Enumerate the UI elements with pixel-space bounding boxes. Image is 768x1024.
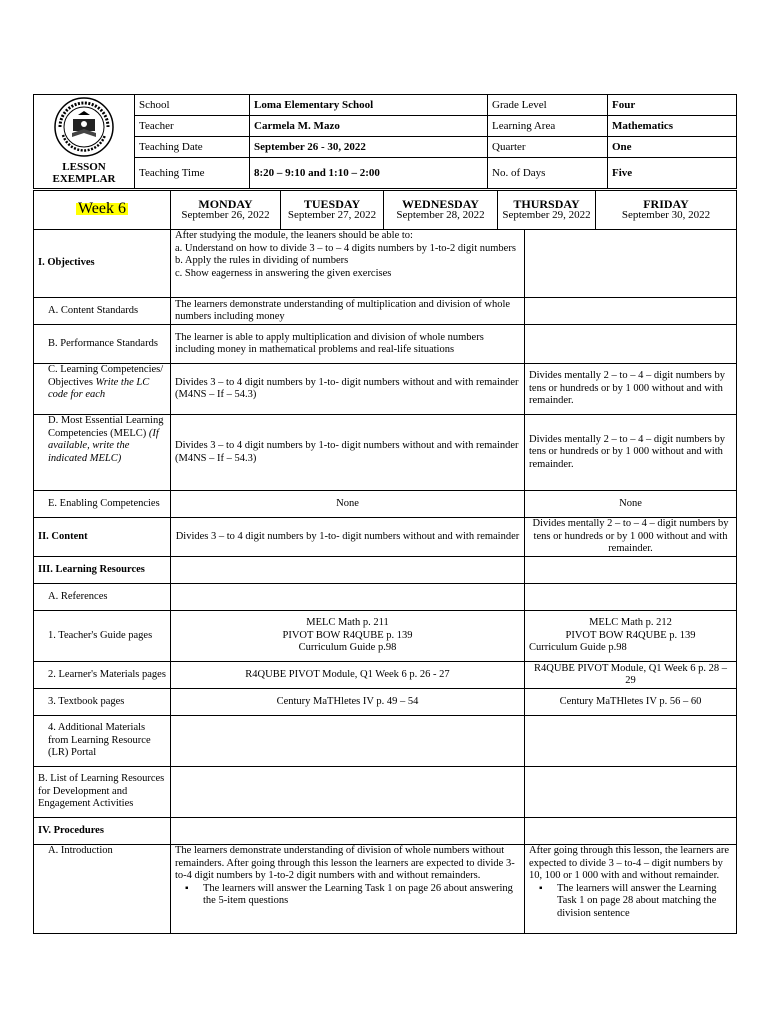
lesson-exemplar-title (34, 161, 134, 185)
teacher-label: Teacher (135, 116, 250, 137)
row-content-standards (34, 298, 737, 325)
introduction-text (171, 845, 525, 934)
learning-resources-label: III. Learning Resources (34, 557, 171, 584)
row-list-resources (34, 767, 737, 818)
teachers-guide-text (171, 611, 525, 662)
learners-materials-text: R4QUBE PIVOT Module, Q1 Week 6 p. 26 - 27 (171, 662, 525, 689)
tg-line: MELC Math p. 211 (306, 617, 389, 629)
additional-materials-empty (171, 716, 525, 767)
learning-competencies-text-2: Divides mentally 2 – to – 4 – digit numbers by tens or hundreds or by 1 000 without and with remainder. (525, 364, 737, 415)
procedures-empty (171, 818, 525, 845)
school-value: Loma Elementary School (250, 95, 488, 116)
melc-label-italic: (If available, write the indicated MELC) (48, 427, 159, 464)
performance-standards-label: B. Performance Standards (34, 325, 171, 364)
references-empty (171, 584, 525, 611)
day-name: WEDNESDAY (402, 196, 479, 211)
objectives-label: I. Objectives (34, 230, 171, 298)
tg-line: Curriculum Guide p.98 (298, 642, 397, 654)
learning-resources-empty-2 (525, 557, 737, 584)
header-row-date (34, 137, 737, 158)
content-standards-empty (525, 298, 737, 325)
performance-standards-empty (525, 325, 737, 364)
week-cell (34, 191, 171, 230)
grade-level-value: Four (608, 95, 737, 116)
logo-cell (34, 95, 135, 189)
tg-line: MELC Math p. 212 (589, 617, 672, 629)
content-text: Divides 3 – to 4 digit numbers by 1-to- digit numbers without and with remainder (171, 518, 525, 557)
row-references (34, 584, 737, 611)
lc-label-plain: C. Learning Competencies/ Objectives (48, 364, 164, 388)
introduction-label: A. Introduction (34, 845, 171, 934)
introduction-paragraph: The learners demonstrate understanding of division of whole numbers without remainders. After going through this lesson the learners are expected to divide 3-to-4 digit numbers by 1-to-2 digit numbers with and without remainders. (175, 845, 515, 881)
introduction-paragraph: After going through this lesson, the learners are expected to divide 3 – to-4 – digit numbers by 10, 100 or 1 000 with and without remainder. (529, 845, 730, 881)
no-of-days-label: No. of Days (488, 158, 608, 189)
day-name: FRIDAY (643, 196, 689, 211)
row-introduction (34, 845, 737, 934)
day-date: September 26, 2022 (181, 209, 270, 221)
day-date: September 27, 2022 (287, 209, 377, 221)
row-teachers-guide (34, 611, 737, 662)
performance-standards-text: The learner is able to apply multiplication and division of whole numbers including money in mathematical problems and real-life situations (171, 325, 525, 364)
additional-materials-empty-2 (525, 716, 737, 767)
header-table (33, 94, 737, 189)
day-thursday (498, 191, 596, 230)
row-procedures (34, 818, 737, 845)
objectives-line: b. Apply the rules in dividing of numbers (175, 255, 349, 266)
day-monday (171, 191, 281, 230)
teaching-time-value: 8:20 – 9:10 and 1:10 – 2:00 (250, 158, 488, 189)
row-enabling (34, 491, 737, 518)
day-date: September 28, 2022 (396, 209, 485, 221)
day-date: September 30, 2022 (621, 209, 711, 221)
melc-label-plain: D. Most Essential Learning Competencies (MELC) (48, 415, 164, 439)
content-label: II. Content (34, 518, 171, 557)
content-standards-text: The learners demonstrate understanding of multiplication and division of whole numbers including money (171, 298, 525, 325)
introduction-bullet: ▪ The learners will answer the Learning Task 1 on page 28 about matching the division sentence (529, 883, 732, 921)
list-resources-label: B. List of Learning Resources for Development and Engagement Activities (34, 767, 171, 818)
learners-materials-label: 2. Learner's Materials pages (34, 662, 171, 689)
teaching-date-value: September 26 - 30, 2022 (250, 137, 488, 158)
row-learning-competencies (34, 364, 737, 415)
procedures-label: IV. Procedures (34, 818, 171, 845)
day-name: MONDAY (198, 196, 253, 211)
textbook-label: 3. Textbook pages (34, 689, 171, 716)
week-label: Week 6 (77, 200, 127, 218)
learning-resources-empty (171, 557, 525, 584)
no-of-days-value: Five (608, 158, 737, 189)
content-standards-label: A. Content Standards (34, 298, 171, 325)
introduction-bullet: ▪ The learners will answer the Learning Task 1 on page 26 about answering the 5-item questions (175, 883, 520, 908)
day-friday (596, 191, 737, 230)
objectives-line: a. Understand on how to divide 3 – to – 4 digits numbers by 1-to-2 digit numbers (175, 242, 516, 254)
teachers-guide-label: 1. Teacher's Guide pages (34, 611, 171, 662)
learning-competencies-text: Divides 3 – to 4 digit numbers by 1-to- digit numbers without and with remainder (M4NS – If – 54.3) (171, 364, 525, 415)
objectives-line: After studying the module, the leaners should be able to: (175, 230, 413, 241)
day-name: THURSDAY (513, 196, 580, 211)
row-learners-materials (34, 662, 737, 689)
references-label: A. References (34, 584, 171, 611)
textbook-text-2: Century MaTHletes IV p. 56 – 60 (525, 689, 737, 716)
learning-competencies-label (34, 364, 171, 415)
content-text-2: Divides mentally 2 – to – 4 – digit numbers by tens or hundreds or by 1 000 without and with remainder. (525, 518, 737, 557)
teaching-date-label: Teaching Date (135, 137, 250, 158)
learners-materials-text-2: R4QUBE PIVOT Module, Q1 Week 6 p. 28 – 29 (525, 662, 737, 689)
objectives-text (171, 230, 525, 298)
school-logo-icon (54, 97, 114, 157)
melc-text-2: Divides mentally 2 – to – 4 – digit numbers by tens or hundreds or by 1 000 without and with remainder. (525, 415, 737, 491)
list-resources-empty-2 (525, 767, 737, 818)
learning-area-value: Mathematics (608, 116, 737, 137)
textbook-text: Century MaTHletes IV p. 49 – 54 (171, 689, 525, 716)
teacher-value: Carmela M. Mazo (250, 116, 488, 137)
tg-line: PIVOT BOW R4QUBE p. 139 (565, 629, 696, 641)
melc-label (34, 415, 171, 491)
lc-label-italic: Write the LC code for each (48, 376, 150, 400)
teaching-time-label: Teaching Time (135, 158, 250, 189)
objectives-line: c. Show eagerness in answering the given exercises (175, 267, 392, 279)
quarter-value: One (608, 137, 737, 158)
tg-line: PIVOT BOW R4QUBE p. 139 (282, 629, 413, 641)
days-table (33, 190, 737, 230)
row-objectives (34, 230, 737, 298)
row-performance-standards (34, 325, 737, 364)
row-learning-resources (34, 557, 737, 584)
day-name: TUESDAY (303, 196, 361, 211)
header-row-teacher (34, 116, 737, 137)
row-textbook (34, 689, 737, 716)
row-additional-materials (34, 716, 737, 767)
learning-area-label: Learning Area (488, 116, 608, 137)
day-tuesday (281, 191, 384, 230)
days-row (34, 191, 737, 230)
lesson-table (33, 229, 737, 934)
quarter-label: Quarter (488, 137, 608, 158)
enabling-text: None (171, 491, 525, 518)
tg-line: Curriculum Guide p.98 (529, 642, 627, 654)
teachers-guide-text-2 (525, 611, 737, 662)
enabling-label: E. Enabling Competencies (34, 491, 171, 518)
exemplar-label: EXEMPLAR (52, 173, 116, 185)
header-row-time (34, 158, 737, 189)
objectives-empty (525, 230, 737, 298)
school-label: School (135, 95, 250, 116)
introduction-text-2 (525, 845, 737, 934)
row-melc (34, 415, 737, 491)
additional-materials-label: 4. Additional Materials from Learning Resource (LR) Portal (34, 716, 171, 767)
grade-level-label: Grade Level (488, 95, 608, 116)
lesson-label: LESSON (62, 161, 106, 173)
enabling-text-2: None (525, 491, 737, 518)
header-row-school (34, 95, 737, 116)
row-content (34, 518, 737, 557)
procedures-empty-2 (525, 818, 737, 845)
list-resources-empty (171, 767, 525, 818)
day-wednesday (384, 191, 498, 230)
references-empty-2 (525, 584, 737, 611)
day-date: September 29, 2022 (502, 209, 591, 221)
melc-text: Divides 3 – to 4 digit numbers by 1-to- digit numbers without and with remainder (M4NS – If – 54.3) (171, 415, 525, 491)
